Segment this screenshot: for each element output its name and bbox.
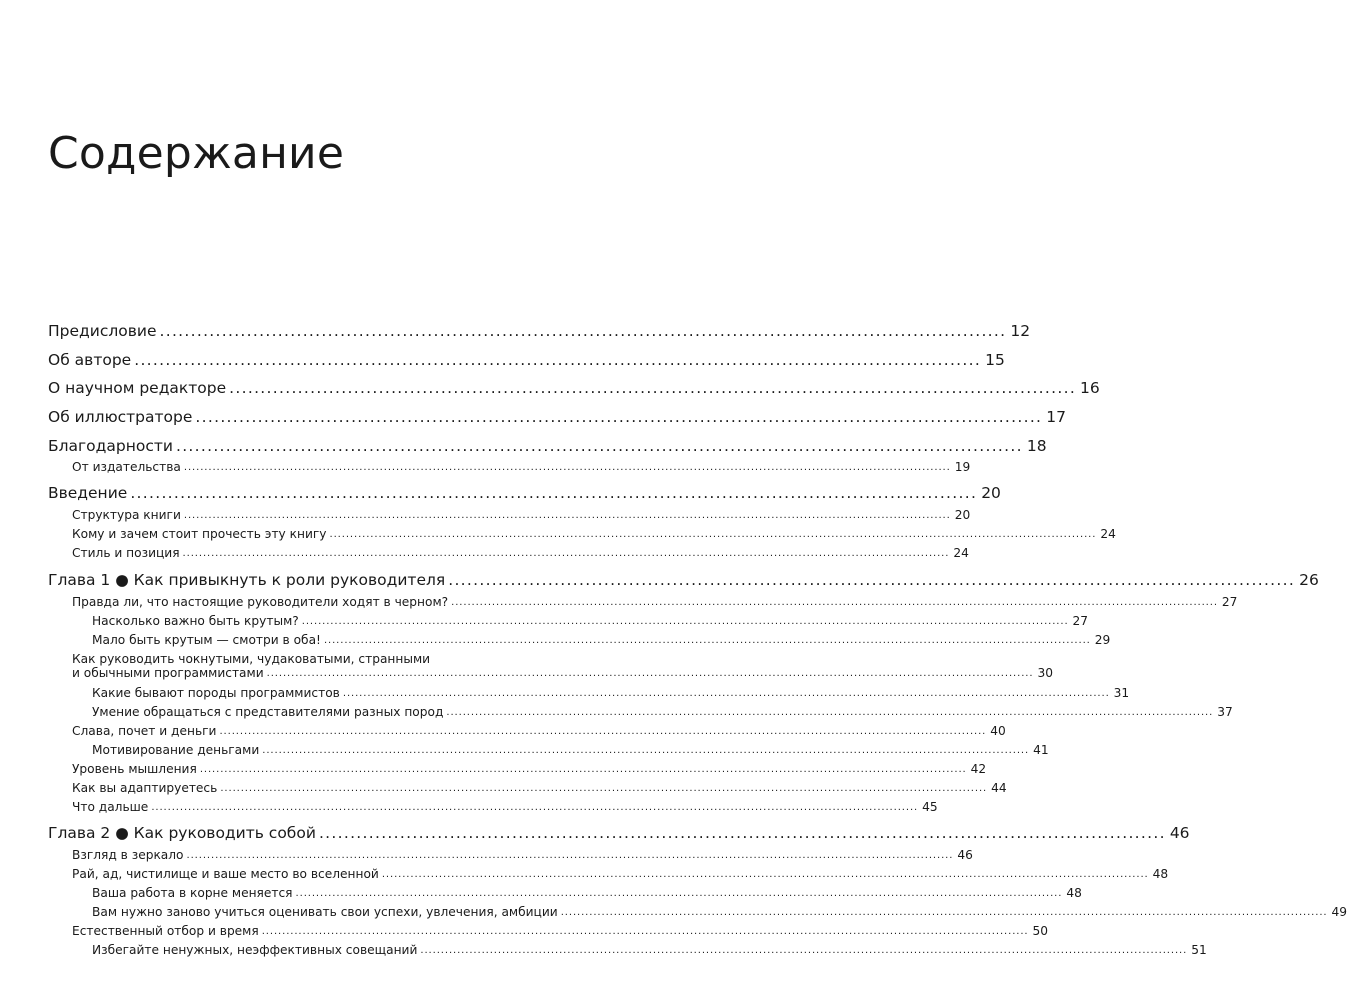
toc-entry-label: От издательства [72, 460, 181, 474]
toc-entry-label: Насколько важно быть крутым? [92, 614, 299, 628]
toc-entry-page: 44 [991, 781, 1007, 795]
dot-leader: ............................................................................................................................................................................................ [220, 783, 988, 794]
toc-entry[interactable] [48, 322, 1031, 340]
dot-leader: ........................................................................................................................................ [134, 351, 982, 369]
toc-entry[interactable] [92, 686, 1130, 700]
toc-entry-label: Об авторе [48, 351, 132, 369]
toc-entry-page: 16 [1080, 379, 1100, 397]
dot-leader: ............................................................................................................................................................................................ [182, 548, 950, 559]
dot-leader: ............................................................................................................................................................................................ [151, 802, 919, 813]
toc-entry[interactable] [72, 652, 1053, 686]
toc-entry-page: 27 [1221, 595, 1238, 609]
toc-entry-page: 18 [1026, 437, 1047, 455]
dot-leader: ............................................................................................................................................................................................ [199, 764, 967, 775]
toc-entry-label: Структура книги [72, 508, 181, 522]
toc-entry[interactable] [92, 886, 1082, 900]
toc-entry-label: Мало быть крутым — смотри в оба! [92, 633, 321, 647]
toc-entry-label: Слава, почет и деньги [72, 724, 217, 738]
dot-leader: ............................................................................................................................................................................................ [219, 726, 987, 737]
toc-entry[interactable] [72, 762, 987, 776]
toc-entry-label: Глава 2 ● Как руководить собой [48, 824, 316, 842]
dot-leader: ........................................................................................................................................ [175, 437, 1023, 455]
dot-leader: ............................................................................................................................................................................................ [266, 668, 1034, 679]
toc-entry[interactable] [72, 546, 969, 560]
toc-entry-page: 42 [970, 762, 987, 776]
dot-leader: ............................................................................................................................................................................................ [183, 462, 951, 473]
toc-entry-label: Вам нужно заново учиться оценивать свои успехи, увлечения, амбиции [92, 905, 558, 919]
dot-leader: ............................................................................................................................................................................................ [183, 510, 951, 521]
toc-entry-page: 48 [1152, 867, 1169, 881]
toc-entry-label: Ваша работа в корне меняется [92, 886, 293, 900]
toc-entry-page: 51 [1191, 943, 1207, 957]
dot-leader: ............................................................................................................................................................................................ [186, 850, 954, 861]
dot-leader: ............................................................................................................................................................................................ [295, 888, 1063, 899]
toc-entry-label: Что дальше [72, 800, 149, 814]
toc-entry[interactable] [48, 437, 1047, 455]
toc-entry[interactable] [48, 351, 1005, 369]
toc-entry-label: Как вы адаптируетесь [72, 781, 218, 795]
toc-entry-label: Рай, ад, чистилище и ваше место во вселенной [72, 867, 379, 881]
toc-entry[interactable] [92, 743, 1049, 757]
toc-entry-page: 41 [1033, 743, 1049, 757]
toc-entry[interactable] [72, 800, 938, 814]
toc-entry-page: 12 [1010, 322, 1031, 340]
toc-entry-page: 27 [1072, 614, 1089, 628]
toc-entry-label: Мотивирование деньгами [92, 743, 260, 757]
toc-entry-label: Благодарности [48, 437, 173, 455]
toc-entry-page: 46 [1169, 824, 1190, 842]
toc-entry[interactable] [72, 867, 1169, 881]
toc-entry[interactable] [72, 848, 973, 862]
page-title: Содержание [48, 128, 345, 179]
toc-entry[interactable] [72, 724, 1006, 738]
toc-entry-page: 17 [1046, 408, 1067, 426]
toc-entry-page: 26 [1299, 571, 1319, 589]
toc-entry-page: 24 [1100, 527, 1116, 541]
toc-entry-label: Какие бывают породы программистов [92, 686, 340, 700]
dot-leader: ............................................................................................................................................................................................ [261, 926, 1029, 937]
dot-leader: ........................................................................................................................................ [448, 571, 1296, 589]
toc-entry-label-line1: Как руководить чокнутыми, чудаковатыми, странными [72, 652, 431, 666]
dot-leader: ........................................................................................................................................ [159, 322, 1007, 340]
dot-leader: ............................................................................................................................................................................................ [560, 907, 1328, 918]
toc-entry-page: 30 [1037, 666, 1053, 680]
toc-entry-page: 19 [954, 460, 971, 474]
toc-entry[interactable] [92, 633, 1111, 647]
toc-entry-label: Естественный отбор и время [72, 924, 259, 938]
dot-leader: ............................................................................................................................................................................................ [329, 529, 1097, 540]
toc-entry-label: Правда ли, что настоящие руководители ходят в черном? [72, 595, 449, 609]
dot-leader: ............................................................................................................................................................................................ [381, 869, 1149, 880]
toc-entry-label: Умение обращаться с представителями разных пород [92, 705, 444, 719]
toc-entry[interactable] [72, 508, 971, 522]
toc-entry-label: Стиль и позиция [72, 546, 180, 560]
toc-entry-page: 48 [1066, 886, 1082, 900]
toc-entry-label: Уровень мышления [72, 762, 197, 776]
toc-entry[interactable] [72, 460, 971, 474]
toc-entry-page: 50 [1032, 924, 1049, 938]
toc-entry-label: Об иллюстраторе [48, 408, 193, 426]
toc-entry[interactable] [72, 781, 1007, 795]
toc-entry[interactable] [48, 484, 1001, 502]
toc-entry[interactable] [72, 924, 1049, 938]
dot-leader: ............................................................................................................................................................................................ [262, 745, 1030, 756]
dot-leader: ............................................................................................................................................................................................ [446, 707, 1214, 718]
toc-entry-page: 45 [922, 800, 938, 814]
toc-entry-label: О научном редакторе [48, 379, 227, 397]
toc-entry-page: 40 [990, 724, 1006, 738]
toc-entry-label: Введение [48, 484, 128, 502]
toc-entry-page: 37 [1217, 705, 1233, 719]
toc-entry[interactable] [72, 595, 1238, 609]
dot-leader: ........................................................................................................................................ [195, 408, 1043, 426]
toc-entry-page: 15 [985, 351, 1005, 369]
toc-entry-page: 24 [953, 546, 969, 560]
toc-entry[interactable] [92, 614, 1089, 628]
toc-entry[interactable] [92, 705, 1233, 719]
toc-entry-label: Предисловие [48, 322, 157, 340]
toc-entry-label: Кому и зачем стоит прочесть эту книгу [72, 527, 327, 541]
toc-entry-label: Глава 1 ● Как привыкнуть к роли руководителя [48, 571, 446, 589]
dot-leader: ........................................................................................................................................ [229, 379, 1077, 397]
toc-entry[interactable] [92, 905, 1347, 919]
dot-leader: ............................................................................................................................................................................................ [342, 688, 1110, 699]
toc-entry-label: Взгляд в зеркало [72, 848, 184, 862]
dot-leader: ............................................................................................................................................................................................ [451, 597, 1218, 608]
toc-entry-page: 20 [954, 508, 971, 522]
toc-entry-label-line2: и обычными программистами [72, 666, 264, 680]
toc-entry-page: 46 [957, 848, 973, 862]
dot-leader: ............................................................................................................................................................................................ [323, 635, 1091, 646]
toc-entry[interactable] [48, 571, 1319, 589]
toc-entry[interactable] [48, 824, 1190, 842]
toc-entry[interactable] [48, 408, 1067, 426]
toc-entry-page: 31 [1113, 686, 1130, 700]
toc-entry[interactable] [48, 379, 1100, 397]
toc-entry-page: 49 [1331, 905, 1347, 919]
dot-leader: ........................................................................................................................................ [130, 484, 978, 502]
dot-leader: ........................................................................................................................................ [318, 824, 1166, 842]
toc-entry-page: 20 [981, 484, 1001, 502]
toc-entry[interactable] [92, 943, 1207, 957]
dot-leader: ............................................................................................................................................................................................ [301, 616, 1069, 627]
dot-leader: ............................................................................................................................................................................................ [420, 945, 1188, 956]
toc-entry-label: Избегайте ненужных, неэффективных совещаний [92, 943, 418, 957]
toc-entry-page: 29 [1094, 633, 1111, 647]
toc-entry[interactable] [72, 527, 1116, 541]
